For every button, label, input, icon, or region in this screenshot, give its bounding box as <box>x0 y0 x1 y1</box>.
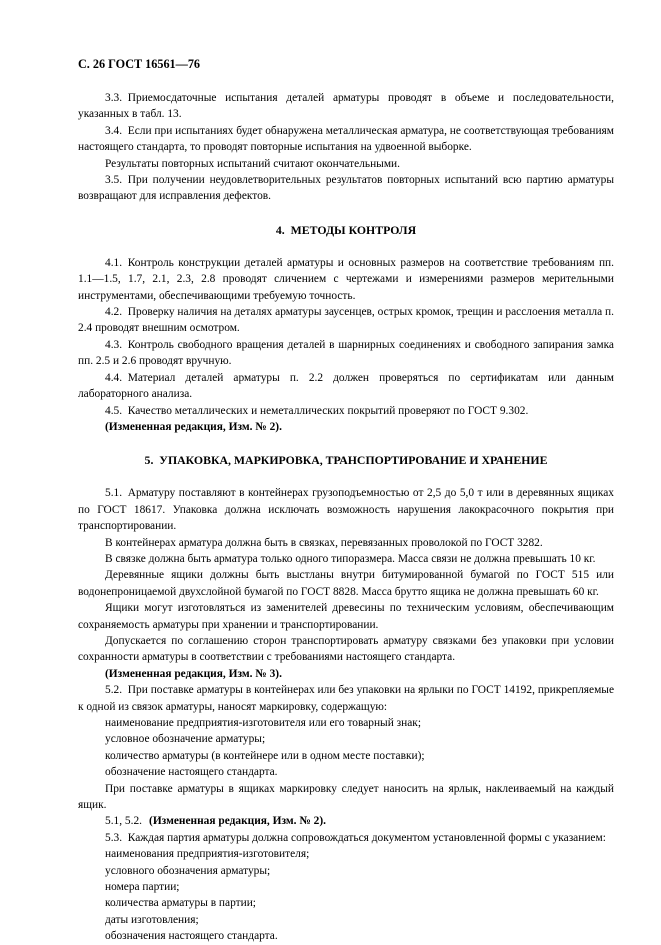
amendment-note-5-1-5-2 <box>78 813 614 829</box>
paragraph-5-2: 5.2. При поставке арматуры в контейнерах или без упаковки на ярлыки по ГОСТ 14192, прикрепляемые к одной из связок арматуры, наносят маркировку, содержащую: <box>78 684 614 713</box>
paragraph-5-1: 5.1. Арматуру поставляют в контейнерах грузоподъемностью от 2,5 до 5,0 т или в деревянных ящиках по ГОСТ 18617. Упаковка должна исключать возможность нарушения лакокрасочного покрытия при транспортировании. <box>78 487 614 533</box>
list-item: количества арматуры в партии; <box>105 897 256 910</box>
paragraph-4-4: 4.4. Материал деталей арматуры п. 2.2 должен проверяться по сертификатам или данным лабораторного анализа. <box>78 371 614 401</box>
amendment-note-3: (Измененная редакция, Изм. № 3). <box>105 667 282 680</box>
paragraph-4-3: 4.3. Контроль свободного вращения деталей в шарнирных соединениях и свободного запирания замка пп. 2.5 и 2.6 проводят вручную. <box>78 338 614 368</box>
list-item: условное обозначение арматуры; <box>105 733 266 746</box>
list-item: номера партии; <box>105 881 180 894</box>
accompanying-document-list <box>78 846 614 944</box>
page-header: С. 26 ГОСТ 16561—76 <box>78 57 201 71</box>
section-4-heading: 4. МЕТОДЫ КОНТРОЛЯ <box>275 222 417 237</box>
list-item: количество арматуры (в контейнере или в одном месте поставки); <box>105 749 425 762</box>
paragraph-3-4: 3.4. Если при испытаниях будет обнаружена металлическая арматура, не соответствующая требованиям настоящего стандарта, то проводят повторные испытания на удвоенной выборке. <box>78 124 614 154</box>
paragraph-5-1-boxes: Деревянные ящики должны быть выстланы внутри битумированной бумагой по ГОСТ 515 или водонепроницаемой двухслойной бумагой по ГОСТ 8828. Масса брутто ящика не должна превышать 60 кг. <box>78 569 614 598</box>
amendment-note-2: (Измененная редакция, Изм. № 2). <box>105 420 282 433</box>
paragraph-3-4-result: Результаты повторных испытаний считают окончательными. <box>105 157 400 170</box>
paragraph-5-1-containers: В контейнерах арматура должна быть в связках, перевязанных проволокой по ГОСТ 3282. <box>105 536 543 549</box>
paragraph-4-5: 4.5. Качество металлических и неметаллических покрытий проверяют по ГОСТ 9.302. <box>105 404 529 417</box>
amendment-note-2-repeat: (Измененная редакция, Изм. № 2). <box>149 815 326 828</box>
marking-list <box>78 715 614 781</box>
list-item: наименование предприятия-изготовителя или его товарный знак; <box>105 717 421 729</box>
paragraph-5-1-substitutes: Ящики могут изготовляться из заменителей древесины по техническим условиям, обеспечивающим сохраняемость арматуры при хранении и транспортировании. <box>78 602 614 631</box>
paragraph-4-1: 4.1. Контроль конструкции деталей арматуры и основных размеров на соответствие требованиям пп. 1.1—1.5, 1.7, 2.1, 2.3, 2.8 проводят сличением с чертежами и измерениями размеров мерительными инструментами, обеспечивающими требуемую точность. <box>78 256 614 302</box>
paragraph-5-1-agreement: Допускается по соглашению сторон транспортировать арматуру связками без упаковки при условии сохранности арматуры в соответствии с требованиями настоящего стандарта. <box>78 634 614 664</box>
section-5-heading: 5. УПАКОВКА, МАРКИРОВКА, ТРАНСПОРТИРОВАНИЕ И ХРАНЕНИЕ <box>144 453 548 468</box>
paragraph-3-3: 3.3. Приемосдаточные испытания деталей арматуры проводят в объеме и последовательности, указанных в табл. 13. <box>78 92 614 121</box>
paragraph-5-1-bundle: В связке должна быть арматура только одного типоразмера. Масса связи не должна превышать 10 кг. <box>105 552 596 565</box>
paragraph-5-3: 5.3. Каждая партия арматуры должна сопровождаться документом установленной формы с указанием: <box>105 831 606 844</box>
list-item: наименования предприятия-изготовителя; <box>105 848 310 861</box>
page-content <box>78 56 614 945</box>
list-item: условного обозначения арматуры; <box>105 864 271 877</box>
paragraph-5-2-boxes: При поставке арматуры в ящиках маркировку следует наносить на ярлык, наклеиваемый на каждый ящик. <box>78 782 614 812</box>
list-item: даты изготовления; <box>105 913 199 926</box>
amendment-clause-refs: 5.1, 5.2. <box>105 815 143 828</box>
paragraph-3-5: 3.5. При получении неудовлетворительных результатов повторных испытаний всю партию арматуры возвращают для исправления дефектов. <box>78 174 614 203</box>
list-item: обозначение настоящего стандарта. <box>105 766 278 779</box>
list-item: обозначения настоящего стандарта. <box>105 930 278 943</box>
paragraph-4-2: 4.2. Проверку наличия на деталях арматуры заусенцев, острых кромок, трещин и расслоения металла п. 2.4 проводят внешним осмотром. <box>78 306 614 335</box>
